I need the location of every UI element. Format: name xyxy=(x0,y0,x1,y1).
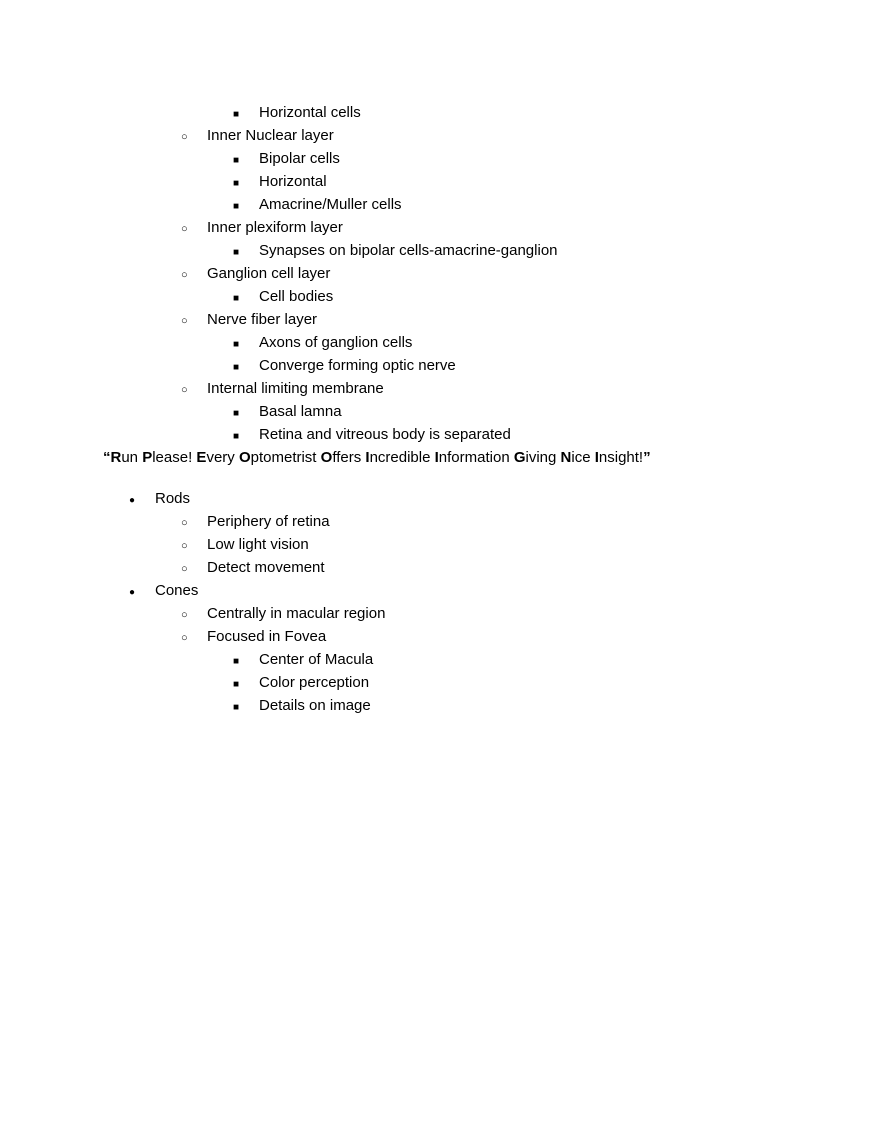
square-bullet-icon: ■ xyxy=(233,339,240,350)
list-item xyxy=(233,424,820,447)
circle-bullet-icon: ○ xyxy=(181,540,188,552)
mnemonic-bold-letter: O xyxy=(320,449,333,466)
list-item-text: Internal limiting membrane xyxy=(207,380,384,397)
list-item xyxy=(233,171,820,194)
list-item xyxy=(233,240,820,263)
list-item xyxy=(233,194,820,217)
square-bullet-icon: ■ xyxy=(233,155,240,166)
list-item-text: Cones xyxy=(155,582,199,599)
circle-bullet-icon: ○ xyxy=(181,223,188,235)
square-bullet-icon: ■ xyxy=(233,201,240,212)
square-bullet-icon: ■ xyxy=(233,702,240,713)
mnemonic-bold-letter: O xyxy=(238,449,251,466)
square-bullet-icon: ■ xyxy=(233,109,240,120)
list-item-text: Periphery of retina xyxy=(207,513,330,530)
mnemonic-bold-letter: I xyxy=(434,449,439,466)
list-item xyxy=(233,649,820,672)
mnemonic-bold-letter: I xyxy=(365,449,370,466)
list-item-text: Horizontal cells xyxy=(259,104,361,121)
circle-bullet-icon: ○ xyxy=(181,563,188,575)
mnemonic-text: ffers xyxy=(332,449,366,466)
mnemonic-bold-letter: G xyxy=(513,449,526,466)
list-item xyxy=(233,401,820,424)
list-item xyxy=(181,534,820,557)
mnemonic-text: iving xyxy=(525,449,561,466)
retina-layers-list xyxy=(103,102,820,447)
circle-bullet-icon: ○ xyxy=(181,269,188,281)
mnemonic-text: nformation xyxy=(438,449,514,466)
list-item-text: Bipolar cells xyxy=(259,150,340,167)
list-item-text: Details on image xyxy=(259,697,371,714)
list-item-text: Axons of ganglion cells xyxy=(259,334,413,351)
list-item xyxy=(181,263,820,286)
list-item-text: Color perception xyxy=(259,674,370,691)
list-item xyxy=(181,603,820,626)
list-item xyxy=(233,286,820,309)
mnemonic-bold-letter: E xyxy=(196,449,207,466)
mnemonic-text: ncredible xyxy=(369,449,435,466)
list-item xyxy=(233,355,820,378)
disc-bullet-icon: ● xyxy=(129,495,136,506)
list-item-text: Horizontal xyxy=(259,173,327,190)
mnemonic-text: un xyxy=(121,449,143,466)
list-item xyxy=(233,332,820,355)
list-item xyxy=(181,378,820,401)
list-item-text: Ganglion cell layer xyxy=(207,265,331,282)
circle-bullet-icon: ○ xyxy=(181,315,188,327)
list-item-text: Synapses on bipolar cells-amacrine-ganglion xyxy=(259,242,558,259)
list-item-text: Low light vision xyxy=(207,536,309,553)
list-item xyxy=(181,217,820,240)
circle-bullet-icon: ○ xyxy=(181,384,188,396)
list-item xyxy=(129,488,820,511)
list-item-text: Inner plexiform layer xyxy=(207,219,343,236)
list-item xyxy=(233,148,820,171)
disc-bullet-icon: ● xyxy=(129,587,136,598)
mnemonic-line xyxy=(103,447,820,468)
mnemonic-text: ice xyxy=(571,449,595,466)
list-item-text: Nerve fiber layer xyxy=(207,311,318,328)
list-item-text: Center of Macula xyxy=(259,651,374,668)
list-item xyxy=(233,102,820,125)
photoreceptors-list xyxy=(103,488,820,718)
list-item xyxy=(181,125,820,148)
list-item-text: Amacrine/Muller cells xyxy=(259,196,402,213)
square-bullet-icon: ■ xyxy=(233,247,240,258)
list-item-text: Focused in Fovea xyxy=(207,628,327,645)
list-item-text: Retina and vitreous body is separated xyxy=(259,426,511,443)
list-item-text: Inner Nuclear layer xyxy=(207,127,334,144)
mnemonic-bold-letter: N xyxy=(560,449,572,466)
list-item xyxy=(233,672,820,695)
square-bullet-icon: ■ xyxy=(233,362,240,373)
square-bullet-icon: ■ xyxy=(233,293,240,304)
mnemonic-bold-letter: P xyxy=(142,449,153,466)
square-bullet-icon: ■ xyxy=(233,679,240,690)
square-bullet-icon: ■ xyxy=(233,178,240,189)
list-item-text: Detect movement xyxy=(207,559,325,576)
list-item-text: Centrally in macular region xyxy=(207,605,386,622)
square-bullet-icon: ■ xyxy=(233,431,240,442)
list-item-text: Basal lamna xyxy=(259,403,342,420)
list-item xyxy=(181,309,820,332)
list-item xyxy=(233,695,820,718)
list-item-text: Cell bodies xyxy=(259,288,334,305)
list-item xyxy=(181,626,820,649)
circle-bullet-icon: ○ xyxy=(181,131,188,143)
circle-bullet-icon: ○ xyxy=(181,609,188,621)
mnemonic-text: nsight! xyxy=(598,449,644,466)
list-item-text: Converge forming optic nerve xyxy=(259,357,456,374)
list-item xyxy=(129,580,820,603)
mnemonic-text: ptometrist xyxy=(250,449,321,466)
mnemonic-bold-letter: ” xyxy=(643,449,651,466)
list-item-text: Rods xyxy=(155,490,191,507)
mnemonic-text: lease! xyxy=(152,449,197,466)
list-item xyxy=(181,511,820,534)
square-bullet-icon: ■ xyxy=(233,656,240,667)
circle-bullet-icon: ○ xyxy=(181,632,188,644)
circle-bullet-icon: ○ xyxy=(181,517,188,529)
mnemonic-bold-letter: I xyxy=(594,449,599,466)
square-bullet-icon: ■ xyxy=(233,408,240,419)
list-item xyxy=(181,557,820,580)
mnemonic-bold-letter: “R xyxy=(103,449,122,466)
mnemonic-text: very xyxy=(206,449,239,466)
